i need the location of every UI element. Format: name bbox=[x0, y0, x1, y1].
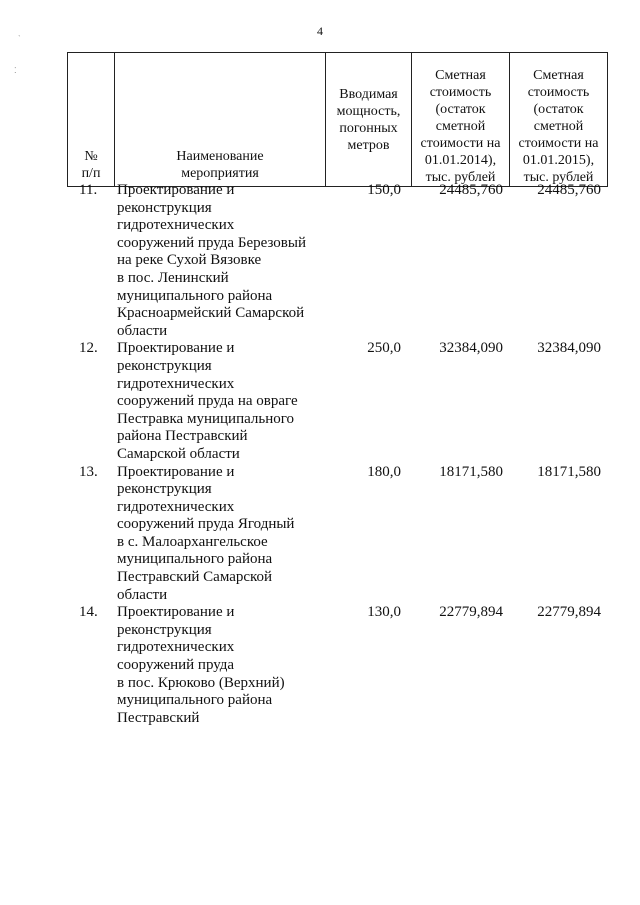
row-cost-2015: 22779,894 bbox=[537, 604, 601, 621]
name-line: района Пестравский bbox=[117, 428, 248, 445]
name-line: в пос. Ленинский bbox=[117, 269, 229, 286]
name-line: реконструкция bbox=[117, 199, 212, 216]
header-power-line: погонных bbox=[339, 120, 398, 136]
name-line: гидротехнических bbox=[117, 639, 235, 656]
row-num: 13. bbox=[79, 463, 98, 480]
name-line: муниципального района bbox=[117, 287, 273, 304]
row-power: 130,0 bbox=[367, 604, 401, 621]
header-cost-line: сметной bbox=[533, 119, 584, 134]
row-name bbox=[114, 182, 325, 340]
header-num-line: п/п bbox=[81, 166, 101, 181]
name-line: реконструкция bbox=[117, 621, 212, 638]
header-cost-line: тыс. рублей bbox=[425, 170, 496, 185]
header-cost-line: стоимость bbox=[527, 85, 590, 100]
row-power: 250,0 bbox=[367, 340, 401, 357]
name-line: Самарской области bbox=[117, 445, 240, 462]
name-line: Пестравский bbox=[117, 709, 200, 726]
name-line: Проектирование и bbox=[117, 604, 235, 621]
header-cost-line: 01.01.2014), bbox=[424, 153, 497, 168]
header-cost-line: стоимости на bbox=[518, 136, 599, 151]
header-name bbox=[115, 53, 326, 187]
row-name bbox=[114, 604, 325, 727]
row-cost-2014: 32384,090 bbox=[439, 340, 503, 357]
header-power-line: мощность, bbox=[336, 103, 401, 119]
header-cost-2015 bbox=[510, 53, 608, 187]
header-power-line: Вводимая bbox=[339, 86, 398, 102]
row-cost-2015: 24485,760 bbox=[537, 182, 601, 198]
header-name-line: мероприятия bbox=[181, 166, 259, 181]
name-line: реконструкция bbox=[117, 481, 212, 498]
header-name-line: Наименование bbox=[176, 149, 264, 164]
header-cost-line: сметной bbox=[435, 119, 486, 134]
header-cost-2014 bbox=[412, 53, 510, 187]
name-line: сооружений пруда Березовый bbox=[117, 234, 306, 251]
row-cost-2015: 32384,090 bbox=[537, 340, 601, 357]
header-power-line: метров bbox=[347, 137, 390, 153]
name-line: сооружений пруда bbox=[117, 657, 235, 674]
scan-mark: ˋ bbox=[18, 34, 21, 43]
header-cost-line: (остаток bbox=[435, 102, 486, 117]
name-line: в с. Малоархангельское bbox=[117, 533, 268, 550]
row-power: 180,0 bbox=[367, 463, 401, 480]
name-line: сооружений пруда на овраге bbox=[117, 393, 298, 410]
name-line: гидротехнических bbox=[117, 375, 235, 392]
row-num: 14. bbox=[79, 604, 98, 621]
row-num: 12. bbox=[79, 340, 98, 357]
header-cost-line: тыс. рублей bbox=[523, 170, 594, 185]
header-num-line: № bbox=[84, 149, 98, 164]
name-line: Проектирование и bbox=[117, 463, 235, 480]
table-row bbox=[67, 604, 607, 727]
table-body bbox=[67, 182, 607, 727]
name-line: гидротехнических bbox=[117, 217, 235, 234]
header-num bbox=[68, 53, 115, 187]
name-line: реконструкция bbox=[117, 357, 212, 374]
row-cost-2014: 22779,894 bbox=[439, 604, 503, 621]
table-row bbox=[67, 464, 607, 605]
name-line: сооружений пруда Ягодный bbox=[117, 516, 295, 533]
header-cost-line: 01.01.2015), bbox=[522, 153, 595, 168]
row-cost-2014: 18171,580 bbox=[439, 463, 503, 480]
row-power: 150,0 bbox=[367, 182, 401, 198]
table-row bbox=[67, 340, 607, 463]
row-name bbox=[114, 464, 325, 605]
row-cost-2015: 18171,580 bbox=[537, 463, 601, 480]
header-cost-line: стоимости на bbox=[420, 136, 501, 151]
name-line: в пос. Крюково (Верхний) bbox=[117, 674, 285, 691]
header-cost-line: (остаток bbox=[533, 102, 584, 117]
name-line: области bbox=[117, 322, 168, 339]
row-cost-2014: 24485,760 bbox=[439, 182, 503, 198]
name-line: области bbox=[117, 586, 168, 603]
header-cost-line: стоимость bbox=[429, 85, 492, 100]
name-line: Пестравский Самарской bbox=[117, 569, 273, 586]
name-line: Красноармейский Самарской bbox=[117, 305, 305, 322]
header-cost-line: Сметная bbox=[435, 68, 486, 83]
name-line: гидротехнических bbox=[117, 498, 235, 515]
header-power bbox=[326, 53, 412, 187]
name-line: на реке Сухой Вязовке bbox=[117, 252, 262, 269]
name-line: муниципального района bbox=[117, 692, 273, 709]
table-header bbox=[67, 52, 608, 187]
name-line: Проектирование и bbox=[117, 182, 235, 198]
scan-mark: ⁚ bbox=[14, 66, 17, 75]
name-line: Проектирование и bbox=[117, 340, 235, 357]
page-number: 4 bbox=[317, 24, 323, 38]
table-row bbox=[67, 182, 607, 340]
header-cost-line: Сметная bbox=[533, 68, 584, 83]
name-line: муниципального района bbox=[117, 551, 273, 568]
name-line: Пестравка муниципального bbox=[117, 410, 295, 427]
row-num: 11. bbox=[79, 182, 98, 198]
row-name bbox=[114, 340, 325, 463]
